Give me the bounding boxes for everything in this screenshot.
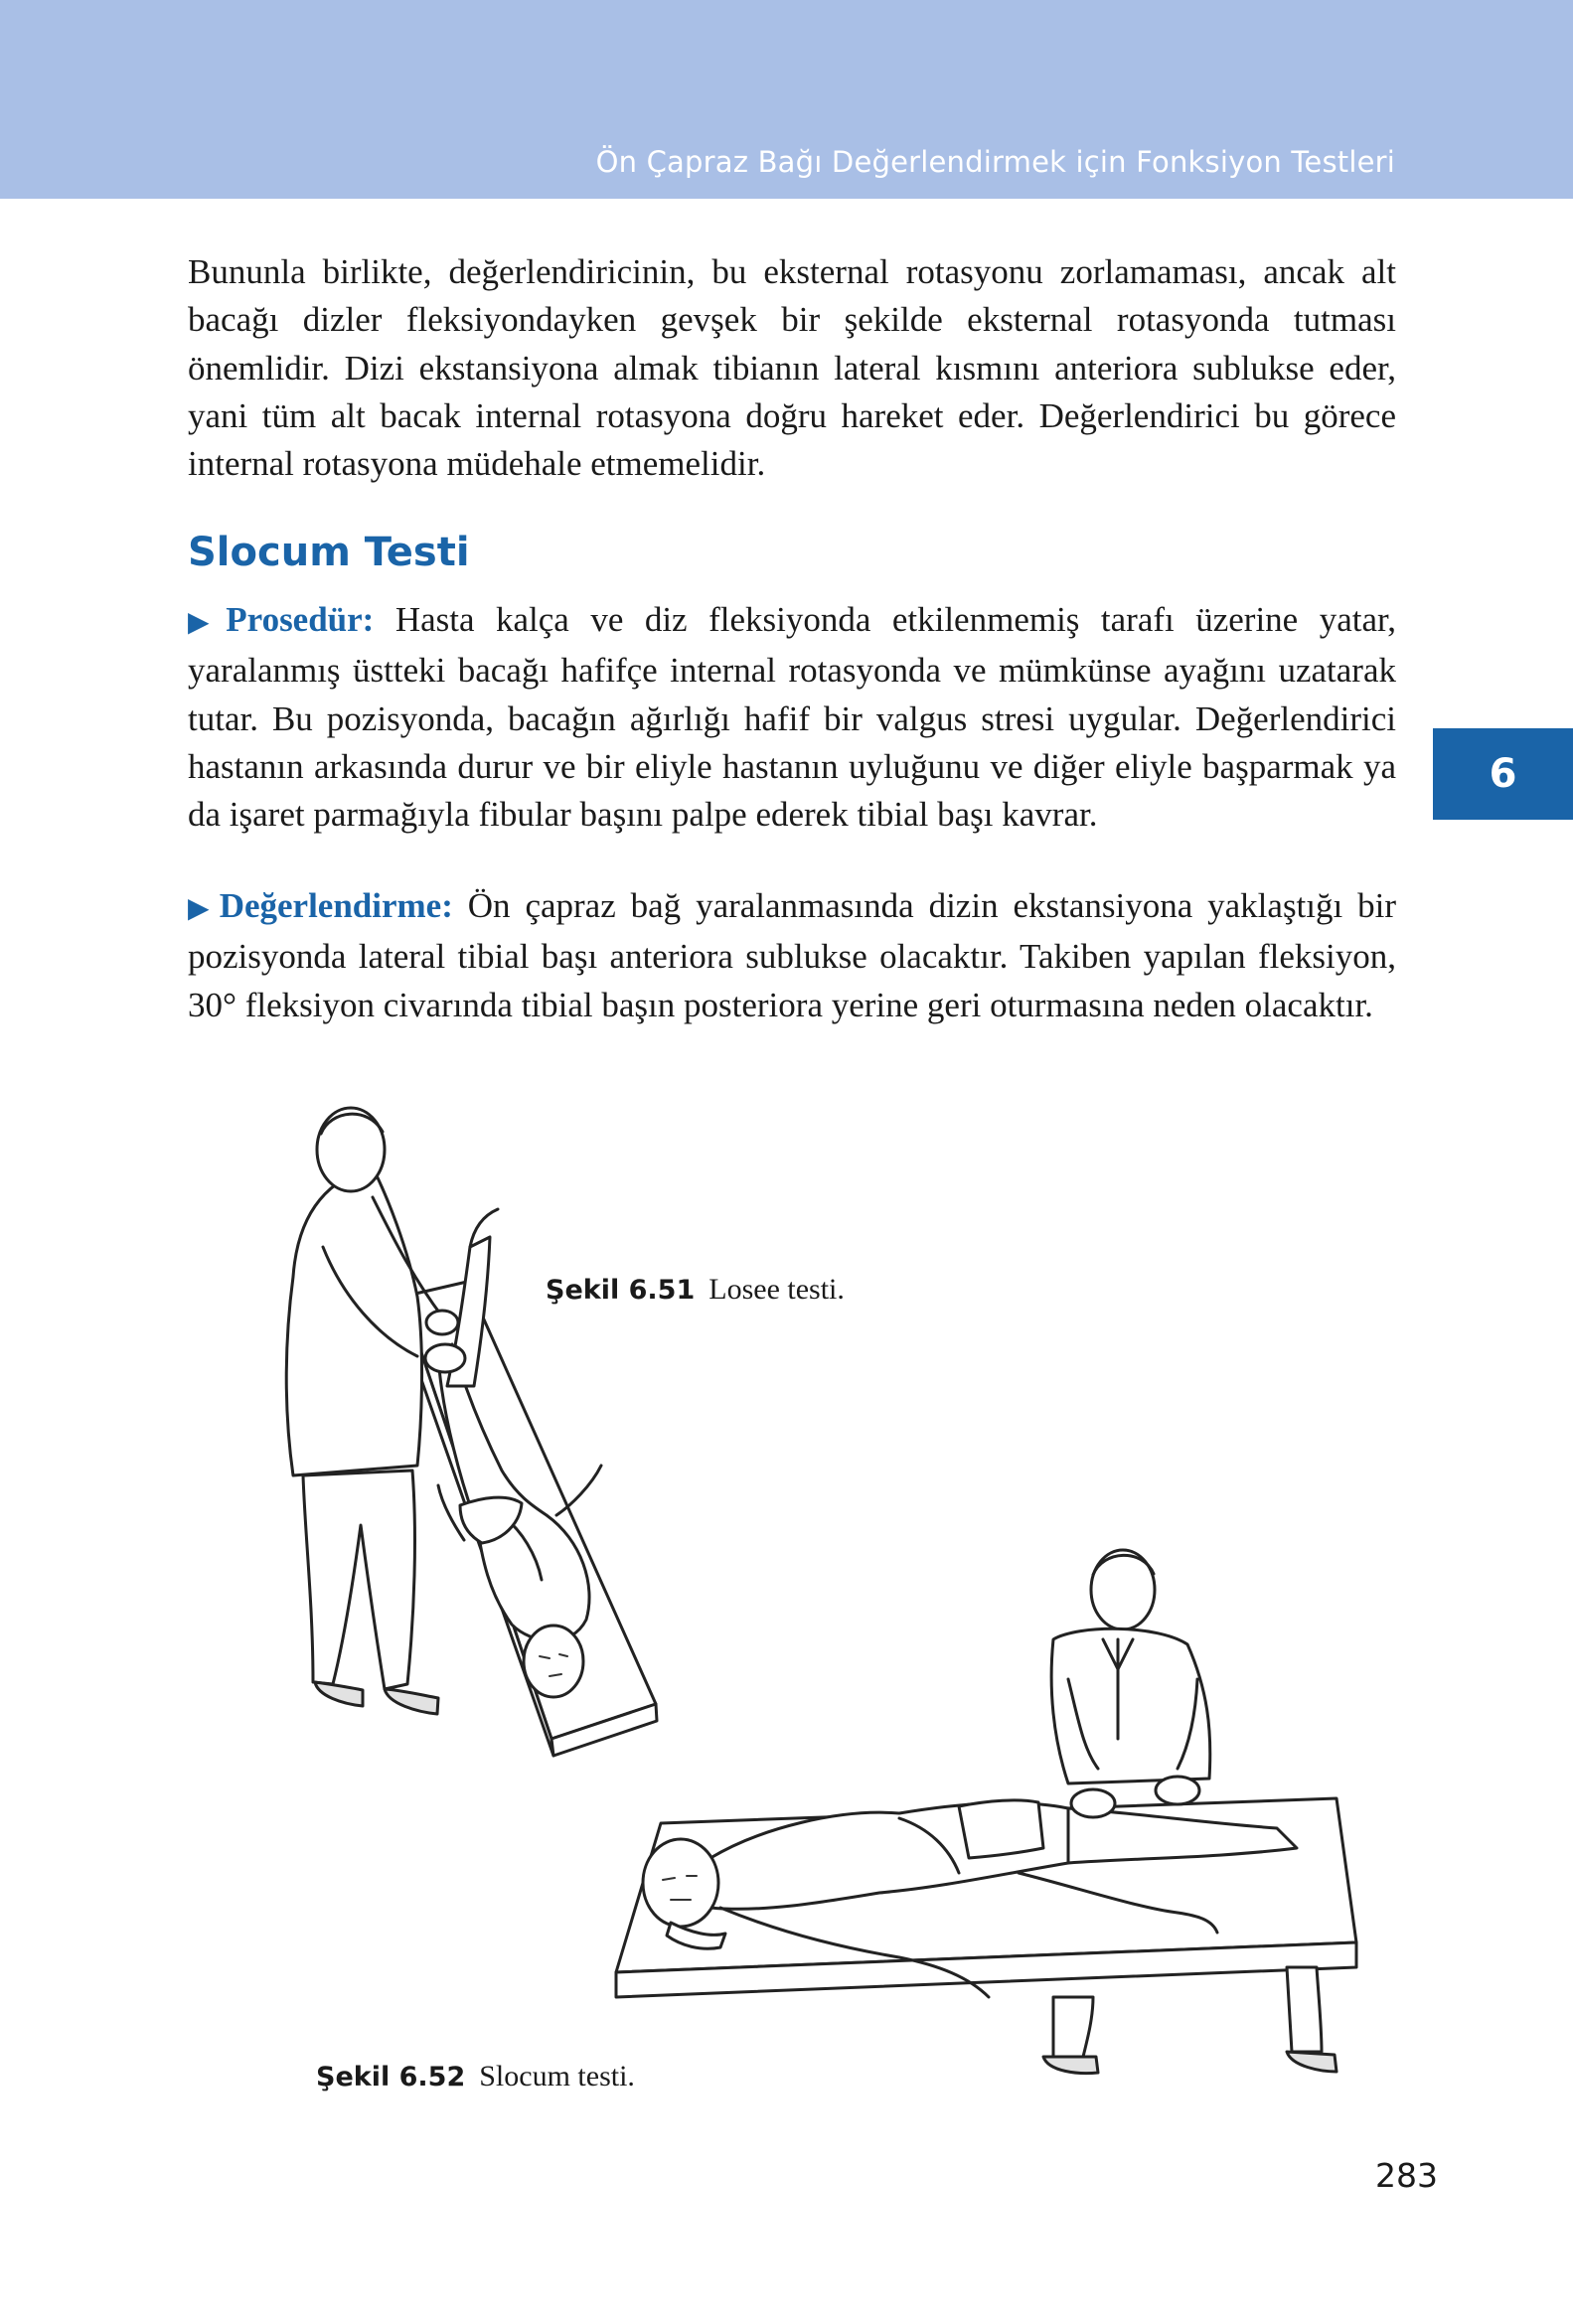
evaluation-label: Değerlendirme: bbox=[219, 886, 453, 925]
header-band bbox=[0, 0, 1573, 199]
evaluation-paragraph bbox=[188, 882, 1396, 1029]
running-head: Ön Çapraz Bağı Değerlendirmek için Fonksiyon Testleri bbox=[595, 145, 1395, 179]
procedure-label: Prosedür: bbox=[226, 600, 375, 639]
procedure-paragraph bbox=[188, 596, 1396, 839]
figure-number: Şekil 6.51 bbox=[546, 1275, 696, 1306]
figure-caption bbox=[316, 2060, 635, 2093]
evaluation-text: Ön çapraz bağ yaralanmasında dizin ekstansiyona yaklaştığı bir pozisyonda lateral tibial başı anteriora sublukse olacaktır. Takiben yapılan fleksiyon, 30° fleksiyon civarında tibial başın posteriora yerine geri oturmasına neden olacaktır. bbox=[188, 886, 1397, 1024]
intro-paragraph: Bununla birlikte, değerlendiricinin, bu eksternal rotasyonu zorlamaması, ancak alt bacağı dizler fleksiyondayken gevşek bir şekilde eksternal rotasyonda tutması önemlidir. Dizi ekstansiyona almak tibianın lateral kısmını anteriora sublukse eder, yani tüm alt bacak internal rotasyona doğru hareket eder. Değerlendirici bu görece internal rotasyona müdehale etmemelidir. bbox=[188, 252, 1396, 484]
chapter-tab: 6 bbox=[1433, 728, 1573, 820]
figure-caption-text: Losee testi. bbox=[708, 1273, 845, 1306]
triangle-bullet-icon: ▶ bbox=[188, 893, 216, 924]
section-title: Slocum Testi bbox=[188, 530, 470, 575]
slocum-test-illustration bbox=[601, 1530, 1396, 2087]
figure-number: Şekil 6.52 bbox=[316, 2062, 466, 2092]
page-number: 283 bbox=[1375, 2156, 1438, 2195]
figure-caption-text: Slocum testi. bbox=[479, 2060, 635, 2092]
procedure-text: Hasta kalça ve diz fleksiyonda etkilenmemiş tarafı üzerine yatar, yaralanmış üstteki bacağı hafifçe internal rotasyonda ve mümkünse ayağını uzatarak tutar. Bu pozisyonda, bacağın ağırlığı hafif bir valgus stresi uygular. Değerlendirici hastanın arkasında durur ve bir eliyle hastanın uyluğunu ve diğer eliyle başparmak ya da işaret parmağıyla fibular başını palpe ederek tibial başı kavrar. bbox=[188, 600, 1396, 835]
figure-caption bbox=[546, 1273, 845, 1307]
triangle-bullet-icon: ▶ bbox=[188, 607, 223, 638]
